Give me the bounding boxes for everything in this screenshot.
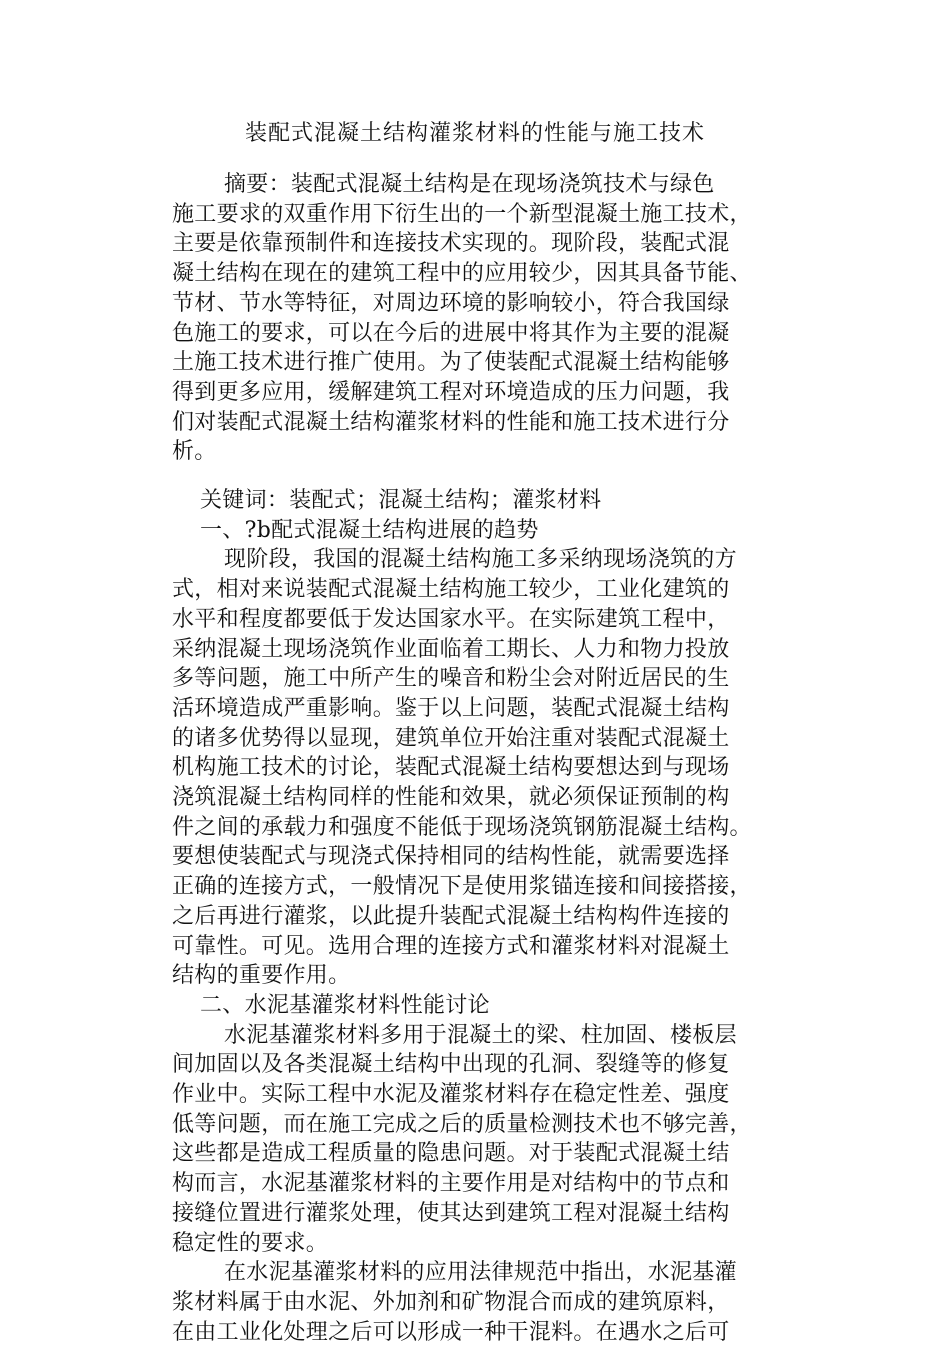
section-heading: 二、水泥基灌浆材料性能讨论 [200, 992, 490, 1018]
abstract-line: 色施工的要求，可以在今后的进展中将其作为主要的混凝 [172, 320, 730, 346]
paragraph-line: 在由工业化处理之后可以形成一种干混料。在遇水之后可 [172, 1319, 730, 1345]
paragraph-line: 这些都是造成工程质量的隐患问题。对于装配式混凝土结 [172, 1141, 730, 1167]
paragraph-line: 结构的重要作用。 [172, 963, 351, 989]
paragraph-line: 现阶段，我国的混凝土结构施工多采纳现场浇筑的方 [224, 547, 737, 573]
abstract-line: 土施工技术进行推广使用。为了使装配式混凝土结构能够 [172, 350, 730, 376]
paragraph-line: 浇筑混凝土结构同样的性能和效果，就必须保证预制的构 [172, 785, 730, 810]
abstract-line: 得到更多应用，缓解建筑工程对环境造成的压力问题，我 [172, 379, 730, 405]
paragraph-line: 要想使装配式与现浇式保持相同的结构性能，就需要选择 [172, 844, 730, 870]
abstract-line: 主要是依靠预制件和连接技术实现的。现阶段，装配式混 [172, 231, 730, 257]
abstract-line: 施工要求的双重作用下衍生出的一个新型混凝土施工技术， [172, 201, 752, 227]
paragraph-line: 接缝位置进行灌浆处理，使其达到建筑工程对混凝土结构 [172, 1200, 730, 1226]
paragraph-line: 的诸多优势得以显现，建筑单位开始注重对装配式混凝土 [172, 725, 730, 751]
paragraph-line: 水平和程度都要低于发达国家水平。在实际建筑工程中， [172, 606, 730, 632]
keywords-line: 关键词：装配式；混凝土结构；灌浆材料 [200, 488, 602, 513]
abstract-line: 节材、节水等特征，对周边环境的影响较小，符合我国绿 [172, 290, 730, 316]
paragraph-line: 水泥基灌浆材料多用于混凝土的梁、柱加固、楼板层 [224, 1022, 737, 1048]
paragraph-line: 多等问题，施工中所产生的噪音和粉尘会对附近居民的生 [172, 666, 730, 692]
paragraph-line: 正确的连接方式，一般情况下是使用浆锚连接和间接搭接， [172, 874, 752, 900]
paragraph-line: 活环境造成严重影响。鉴于以上问题，装配式混凝土结构 [172, 695, 730, 721]
paragraph-line: 式，相对来说装配式混凝土结构施工较少，工业化建筑的 [172, 577, 730, 603]
paragraph-line: 在水泥基灌浆材料的应用法律规范中指出，水泥基灌 [224, 1260, 737, 1286]
paragraph-line: 低等问题，而在施工完成之后的质量检测技术也不够完善， [172, 1111, 752, 1137]
paragraph-line: 之后再进行灌浆，以此提升装配式混凝土结构构件连接的 [172, 903, 730, 929]
document-title: 装配式混凝土结构灌浆材料的性能与施工技术 [244, 121, 705, 146]
paragraph-line: 可靠性。可见。选用合理的连接方式和灌浆材料对混凝土 [172, 933, 730, 959]
paragraph-line: 构而言，水泥基灌浆材料的主要作用是对结构中的节点和 [172, 1171, 730, 1197]
paragraph-line: 件之间的承载力和强度不能低于现场浇筑钢筋混凝土结构。 [172, 814, 752, 840]
abstract-line: 凝土结构在现在的建筑工程中的应用较少，因其具备节能、 [172, 261, 752, 287]
paragraph-line: 采纳混凝土现场浇筑作业面临着工期长、人力和物力投放 [172, 636, 730, 662]
paragraph-line: 间加固以及各类混凝土结构中出现的孔洞、裂缝等的修复 [172, 1052, 730, 1078]
abstract-line: 析。 [172, 439, 217, 465]
section-heading: 一、?b配式混凝土结构进展的趋势 [200, 517, 539, 543]
paragraph-line: 浆材料属于由水泥、外加剂和矿物混合而成的建筑原料， [172, 1289, 730, 1315]
paragraph-line: 稳定性的要求。 [172, 1230, 329, 1256]
abstract-line: 们对装配式混凝土结构灌浆材料的性能和施工技术进行分 [172, 409, 730, 435]
paragraph-line: 作业中。实际工程中水泥及灌浆材料存在稳定性差、强度 [172, 1082, 730, 1107]
paragraph-line: 机构施工技术的讨论，装配式混凝土结构要想达到与现场 [172, 755, 730, 781]
abstract-line: 摘要：装配式混凝土结构是在现场浇筑技术与绿色 [224, 172, 715, 197]
